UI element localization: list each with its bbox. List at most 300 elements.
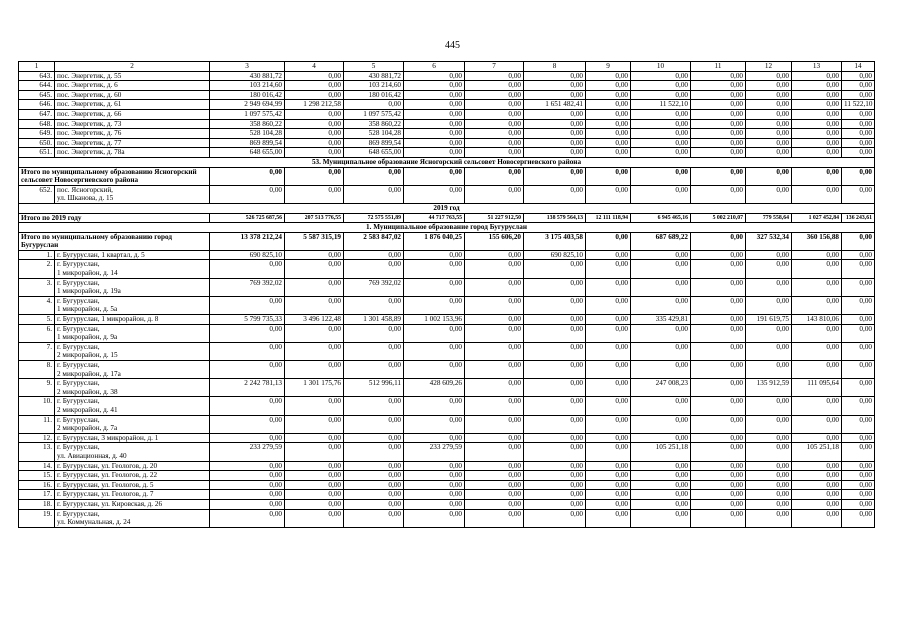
- total-value: 0,00: [691, 167, 746, 185]
- page-number: 445: [445, 40, 460, 51]
- amount-cell: 0,00: [842, 129, 875, 139]
- amount-cell: 0,00: [285, 490, 344, 500]
- amount-cell: 430 881,72: [210, 71, 285, 81]
- amount-cell: 0,00: [465, 100, 524, 110]
- amount-cell: 0,00: [344, 433, 404, 443]
- amount-cell: 0,00: [586, 397, 631, 415]
- total-value: 0,00: [586, 232, 631, 250]
- table-row: [19, 129, 875, 139]
- amount-cell: 0,00: [285, 361, 344, 379]
- amount-cell: 0,00: [285, 397, 344, 415]
- amount-cell: 0,00: [631, 471, 691, 481]
- amount-cell: 0,00: [524, 185, 586, 203]
- address-line: г. Бугуруслан,: [57, 342, 100, 351]
- amount-cell: 0,00: [792, 90, 842, 100]
- table-row: [19, 119, 875, 129]
- address-line: ул. Шканова, д. 15: [57, 194, 114, 203]
- total-value: 72 575 551,89: [344, 213, 404, 223]
- amount-cell: 0,00: [792, 461, 842, 471]
- amount-cell: 0,00: [524, 90, 586, 100]
- address-line: г. Бугуруслан,: [57, 260, 100, 269]
- amount-cell: 0,00: [842, 361, 875, 379]
- amount-cell: 0,00: [404, 415, 465, 433]
- section-heading-row: [19, 203, 875, 213]
- table-row: [19, 397, 875, 415]
- amount-cell: 1 301 458,89: [344, 315, 404, 325]
- row-number: 10.: [19, 397, 55, 415]
- amount-cell: 0,00: [842, 148, 875, 158]
- year-total-row: [19, 213, 875, 223]
- amount-cell: 0,00: [691, 342, 746, 360]
- amount-cell: 0,00: [524, 443, 586, 461]
- amount-cell: 0,00: [842, 433, 875, 443]
- row-number: 13.: [19, 443, 55, 461]
- total-value: 0,00: [524, 167, 586, 185]
- table-row: [19, 471, 875, 481]
- amount-cell: 0,00: [524, 324, 586, 342]
- address-line: г. Бугуруслан, ул. Геологов, д. 7: [57, 490, 154, 499]
- address-line: 2 микрорайон, д. 17а: [57, 369, 121, 378]
- amount-cell: 0,00: [465, 499, 524, 509]
- table-row: [19, 443, 875, 461]
- amount-cell: 0,00: [691, 296, 746, 314]
- row-number: 15.: [19, 471, 55, 481]
- amount-cell: 0,00: [404, 109, 465, 119]
- table-row: [19, 296, 875, 314]
- amount-cell: 0,00: [586, 148, 631, 158]
- address-line: ул. Авиационная, д. 40: [57, 451, 127, 460]
- row-number: 646.: [19, 100, 55, 110]
- amount-cell: 0,00: [465, 324, 524, 342]
- amount-cell: 0,00: [792, 490, 842, 500]
- amount-cell: 0,00: [210, 433, 285, 443]
- row-number: 2.: [19, 260, 55, 278]
- amount-cell: 0,00: [746, 499, 792, 509]
- amount-cell: 0,00: [404, 480, 465, 490]
- amount-cell: 0,00: [524, 490, 586, 500]
- address-line: г. Бугуруслан,: [57, 278, 100, 287]
- amount-cell: 0,00: [792, 397, 842, 415]
- amount-cell: 143 810,06: [792, 315, 842, 325]
- amount-cell: 0,00: [210, 260, 285, 278]
- amount-cell: 180 016,42: [344, 90, 404, 100]
- amount-cell: 0,00: [465, 480, 524, 490]
- address-line: пос. Энергетик, д. 77: [57, 138, 122, 147]
- address-line: г. Бугуруслан,: [57, 324, 100, 333]
- amount-cell: 0,00: [404, 342, 465, 360]
- amount-cell: 0,00: [691, 250, 746, 260]
- total-value: 6 945 465,16: [631, 213, 691, 223]
- amount-cell: 0,00: [465, 361, 524, 379]
- amount-cell: 2 949 694,99: [210, 100, 285, 110]
- amount-cell: 0,00: [842, 397, 875, 415]
- amount-cell: 0,00: [586, 315, 631, 325]
- amount-cell: 0,00: [691, 119, 746, 129]
- amount-cell: 0,00: [404, 250, 465, 260]
- address-cell: [55, 109, 210, 119]
- total-value: 0,00: [404, 167, 465, 185]
- amount-cell: 769 392,02: [210, 278, 285, 296]
- amount-cell: 0,00: [210, 490, 285, 500]
- address-line: г. Бугуруслан, ул. Кировская, д. 26: [57, 499, 163, 508]
- amount-cell: 0,00: [285, 342, 344, 360]
- amount-cell: 0,00: [344, 260, 404, 278]
- row-number: 644.: [19, 81, 55, 91]
- amount-cell: 0,00: [631, 90, 691, 100]
- amount-cell: 0,00: [404, 296, 465, 314]
- address-line: пос. Энергетик, д. 73: [57, 119, 122, 128]
- address-line: г. Бугуруслан, 1 квартал, д. 5: [57, 250, 145, 259]
- amount-cell: 0,00: [285, 278, 344, 296]
- data-table: [18, 61, 875, 528]
- amount-cell: 0,00: [465, 138, 524, 148]
- amount-cell: 0,00: [842, 509, 875, 527]
- amount-cell: 0,00: [465, 260, 524, 278]
- table-row: [19, 480, 875, 490]
- address-cell: [55, 148, 210, 158]
- address-cell: [55, 185, 210, 203]
- address-line: г. Бугуруслан,: [57, 379, 100, 388]
- amount-cell: 0,00: [344, 397, 404, 415]
- amount-cell: 0,00: [285, 324, 344, 342]
- total-value: 0,00: [691, 232, 746, 250]
- address-line: г. Бугуруслан,: [57, 296, 100, 305]
- amount-cell: 0,00: [746, 296, 792, 314]
- amount-cell: 180 016,42: [210, 90, 285, 100]
- amount-cell: 0,00: [691, 379, 746, 397]
- amount-cell: 0,00: [586, 250, 631, 260]
- amount-cell: 0,00: [465, 415, 524, 433]
- amount-cell: 0,00: [792, 480, 842, 490]
- row-number: 1.: [19, 250, 55, 260]
- row-number: 7.: [19, 342, 55, 360]
- amount-cell: 0,00: [631, 185, 691, 203]
- amount-cell: 0,00: [524, 415, 586, 433]
- amount-cell: 0,00: [465, 296, 524, 314]
- amount-cell: 0,00: [792, 278, 842, 296]
- amount-cell: 0,00: [842, 499, 875, 509]
- amount-cell: 0,00: [404, 185, 465, 203]
- column-number: 4: [285, 62, 344, 72]
- amount-cell: 0,00: [691, 490, 746, 500]
- row-number: 19.: [19, 509, 55, 527]
- amount-cell: 0,00: [631, 260, 691, 278]
- row-number: 649.: [19, 129, 55, 139]
- amount-cell: 0,00: [691, 315, 746, 325]
- table-row: [19, 461, 875, 471]
- address-cell: [55, 100, 210, 110]
- amount-cell: 869 899,54: [210, 138, 285, 148]
- amount-cell: 105 251,18: [792, 443, 842, 461]
- amount-cell: 0,00: [404, 471, 465, 481]
- address-cell: [55, 119, 210, 129]
- address-line: 1 микрорайон, д. 19а: [57, 287, 121, 296]
- amount-cell: 0,00: [792, 129, 842, 139]
- address-cell: [55, 361, 210, 379]
- amount-cell: 0,00: [524, 296, 586, 314]
- amount-cell: 0,00: [746, 138, 792, 148]
- amount-cell: 0,00: [285, 471, 344, 481]
- amount-cell: 0,00: [631, 433, 691, 443]
- amount-cell: 0,00: [285, 509, 344, 527]
- table-row: [19, 433, 875, 443]
- amount-cell: 0,00: [285, 138, 344, 148]
- amount-cell: 0,00: [344, 490, 404, 500]
- amount-cell: 0,00: [746, 100, 792, 110]
- amount-cell: 0,00: [691, 129, 746, 139]
- amount-cell: 0,00: [746, 148, 792, 158]
- column-number: 3: [210, 62, 285, 72]
- amount-cell: 0,00: [285, 461, 344, 471]
- address-line: пос. Энергетик, д. 60: [57, 90, 122, 99]
- address-line: г. Бугуруслан, ул. Геологов, д. 22: [57, 471, 158, 480]
- row-number: 652.: [19, 185, 55, 203]
- address-cell: [55, 499, 210, 509]
- amount-cell: 0,00: [631, 499, 691, 509]
- total-value: 44 717 763,55: [404, 213, 465, 223]
- address-line: г. Бугуруслан,: [57, 415, 100, 424]
- amount-cell: 0,00: [842, 471, 875, 481]
- amount-cell: 0,00: [524, 433, 586, 443]
- amount-cell: 0,00: [842, 119, 875, 129]
- amount-cell: 0,00: [746, 361, 792, 379]
- row-number: 8.: [19, 361, 55, 379]
- amount-cell: 0,00: [586, 342, 631, 360]
- amount-cell: 2 242 781,13: [210, 379, 285, 397]
- amount-cell: 0,00: [524, 315, 586, 325]
- amount-cell: 0,00: [586, 109, 631, 119]
- row-number: 4.: [19, 296, 55, 314]
- row-number: 651.: [19, 148, 55, 158]
- address-cell: [55, 90, 210, 100]
- total-value: 155 606,20: [465, 232, 524, 250]
- amount-cell: 233 279,59: [404, 443, 465, 461]
- amount-cell: 0,00: [842, 443, 875, 461]
- amount-cell: 0,00: [586, 499, 631, 509]
- amount-cell: 0,00: [344, 342, 404, 360]
- amount-cell: 0,00: [404, 499, 465, 509]
- total-value: 207 513 776,55: [285, 213, 344, 223]
- row-number: 12.: [19, 433, 55, 443]
- address-cell: [55, 342, 210, 360]
- amount-cell: 0,00: [524, 342, 586, 360]
- amount-cell: 0,00: [691, 185, 746, 203]
- amount-cell: 0,00: [842, 138, 875, 148]
- amount-cell: 0,00: [465, 148, 524, 158]
- row-number: 648.: [19, 119, 55, 129]
- address-cell: [55, 490, 210, 500]
- column-number-header: [19, 62, 875, 72]
- amount-cell: 0,00: [524, 278, 586, 296]
- amount-cell: 0,00: [746, 397, 792, 415]
- address-cell: [55, 315, 210, 325]
- amount-cell: 0,00: [344, 480, 404, 490]
- amount-cell: 0,00: [792, 148, 842, 158]
- amount-cell: 0,00: [792, 81, 842, 91]
- address-line: ул. Коммунальная, д. 24: [57, 518, 131, 527]
- amount-cell: 0,00: [631, 81, 691, 91]
- amount-cell: 0,00: [524, 119, 586, 129]
- amount-cell: 0,00: [691, 480, 746, 490]
- amount-cell: 0,00: [210, 480, 285, 490]
- row-number: 643.: [19, 71, 55, 81]
- amount-cell: 0,00: [344, 296, 404, 314]
- amount-cell: 0,00: [792, 260, 842, 278]
- amount-cell: 0,00: [465, 461, 524, 471]
- table-row: [19, 490, 875, 500]
- amount-cell: 0,00: [285, 480, 344, 490]
- amount-cell: 0,00: [586, 415, 631, 433]
- address-line: пос. Энергетик, д. 78а: [57, 148, 125, 157]
- amount-cell: 0,00: [842, 260, 875, 278]
- amount-cell: 0,00: [746, 433, 792, 443]
- amount-cell: 1 002 153,96: [404, 315, 465, 325]
- total-value: 779 558,64: [746, 213, 792, 223]
- amount-cell: 0,00: [524, 397, 586, 415]
- amount-cell: 528 104,28: [210, 129, 285, 139]
- amount-cell: 0,00: [285, 296, 344, 314]
- amount-cell: 0,00: [746, 129, 792, 139]
- amount-cell: 335 429,81: [631, 315, 691, 325]
- amount-cell: 0,00: [344, 185, 404, 203]
- address-line: 1 микрорайон, д. 14: [57, 269, 118, 278]
- amount-cell: 1 301 175,76: [285, 379, 344, 397]
- amount-cell: 103 214,60: [210, 81, 285, 91]
- total-value: 0,00: [746, 167, 792, 185]
- amount-cell: 0,00: [691, 278, 746, 296]
- amount-cell: 0,00: [524, 109, 586, 119]
- table-row: [19, 90, 875, 100]
- amount-cell: 0,00: [631, 148, 691, 158]
- amount-cell: 0,00: [842, 480, 875, 490]
- amount-cell: 0,00: [404, 100, 465, 110]
- address-line: г. Бугуруслан,: [57, 509, 100, 518]
- total-value: 0,00: [465, 167, 524, 185]
- amount-cell: 0,00: [210, 461, 285, 471]
- amount-cell: 0,00: [792, 342, 842, 360]
- table-row: [19, 109, 875, 119]
- amount-cell: 0,00: [524, 138, 586, 148]
- amount-cell: 0,00: [404, 490, 465, 500]
- table-row: [19, 100, 875, 110]
- amount-cell: 247 008,23: [631, 379, 691, 397]
- total-value: 0,00: [210, 167, 285, 185]
- table-row: [19, 361, 875, 379]
- total-value: 0,00: [631, 167, 691, 185]
- amount-cell: 105 251,18: [631, 443, 691, 461]
- amount-cell: 0,00: [210, 397, 285, 415]
- column-number: 14: [842, 62, 875, 72]
- amount-cell: 0,00: [586, 480, 631, 490]
- amount-cell: 0,00: [210, 499, 285, 509]
- amount-cell: 0,00: [404, 278, 465, 296]
- amount-cell: 0,00: [842, 315, 875, 325]
- amount-cell: 0,00: [842, 324, 875, 342]
- amount-cell: 0,00: [631, 509, 691, 527]
- amount-cell: 0,00: [631, 342, 691, 360]
- amount-cell: 0,00: [842, 90, 875, 100]
- amount-cell: 0,00: [691, 100, 746, 110]
- amount-cell: 0,00: [746, 250, 792, 260]
- amount-cell: 0,00: [792, 324, 842, 342]
- row-number: 17.: [19, 490, 55, 500]
- amount-cell: 0,00: [586, 296, 631, 314]
- amount-cell: 0,00: [691, 148, 746, 158]
- amount-cell: 0,00: [586, 443, 631, 461]
- section-heading: 1. Муниципальное образование город Бугуруслан: [19, 223, 875, 233]
- total-value: 12 111 118,94: [586, 213, 631, 223]
- amount-cell: 0,00: [631, 397, 691, 415]
- amount-cell: 0,00: [524, 129, 586, 139]
- address-cell: [55, 461, 210, 471]
- amount-cell: 0,00: [285, 185, 344, 203]
- amount-cell: 0,00: [586, 90, 631, 100]
- amount-cell: 0,00: [586, 185, 631, 203]
- amount-cell: 0,00: [631, 71, 691, 81]
- total-value: 0,00: [842, 232, 875, 250]
- amount-cell: 0,00: [631, 119, 691, 129]
- amount-cell: 0,00: [691, 499, 746, 509]
- amount-cell: 0,00: [404, 90, 465, 100]
- total-value: 687 689,22: [631, 232, 691, 250]
- section-heading-row: [19, 157, 875, 167]
- amount-cell: 0,00: [344, 471, 404, 481]
- total-value: 2 583 847,02: [344, 232, 404, 250]
- column-number: 9: [586, 62, 631, 72]
- column-number: 13: [792, 62, 842, 72]
- amount-cell: 512 996,11: [344, 379, 404, 397]
- amount-cell: 0,00: [404, 138, 465, 148]
- amount-cell: 0,00: [746, 185, 792, 203]
- amount-cell: 0,00: [631, 109, 691, 119]
- amount-cell: 0,00: [691, 461, 746, 471]
- amount-cell: 0,00: [746, 109, 792, 119]
- amount-cell: 0,00: [524, 361, 586, 379]
- total-value: 51 227 912,50: [465, 213, 524, 223]
- address-line: 2 микрорайон, д. 41: [57, 405, 118, 414]
- amount-cell: 0,00: [524, 148, 586, 158]
- table-row: [19, 315, 875, 325]
- amount-cell: 869 899,54: [344, 138, 404, 148]
- amount-cell: 0,00: [691, 260, 746, 278]
- total-label: Итого по муниципальному образованию город Бугуруслан: [19, 232, 210, 250]
- amount-cell: 358 860,22: [344, 119, 404, 129]
- amount-cell: 0,00: [344, 443, 404, 461]
- amount-cell: 0,00: [210, 342, 285, 360]
- amount-cell: 0,00: [691, 81, 746, 91]
- amount-cell: 0,00: [792, 433, 842, 443]
- section-heading: 53. Муниципальное образование Ясногорский сельсовет Новосергиевского района: [19, 157, 875, 167]
- amount-cell: 0,00: [691, 138, 746, 148]
- amount-cell: 0,00: [746, 260, 792, 278]
- amount-cell: 0,00: [285, 90, 344, 100]
- total-value: 0,00: [586, 167, 631, 185]
- amount-cell: 0,00: [524, 379, 586, 397]
- amount-cell: 0,00: [586, 433, 631, 443]
- amount-cell: 233 279,59: [210, 443, 285, 461]
- amount-cell: 0,00: [586, 509, 631, 527]
- amount-cell: 0,00: [404, 461, 465, 471]
- amount-cell: 0,00: [404, 81, 465, 91]
- amount-cell: 0,00: [404, 509, 465, 527]
- table-body: [19, 62, 875, 528]
- amount-cell: 0,00: [691, 361, 746, 379]
- amount-cell: 0,00: [465, 342, 524, 360]
- table-row: [19, 138, 875, 148]
- amount-cell: 428 609,26: [404, 379, 465, 397]
- amount-cell: 191 619,75: [746, 315, 792, 325]
- amount-cell: 0,00: [285, 129, 344, 139]
